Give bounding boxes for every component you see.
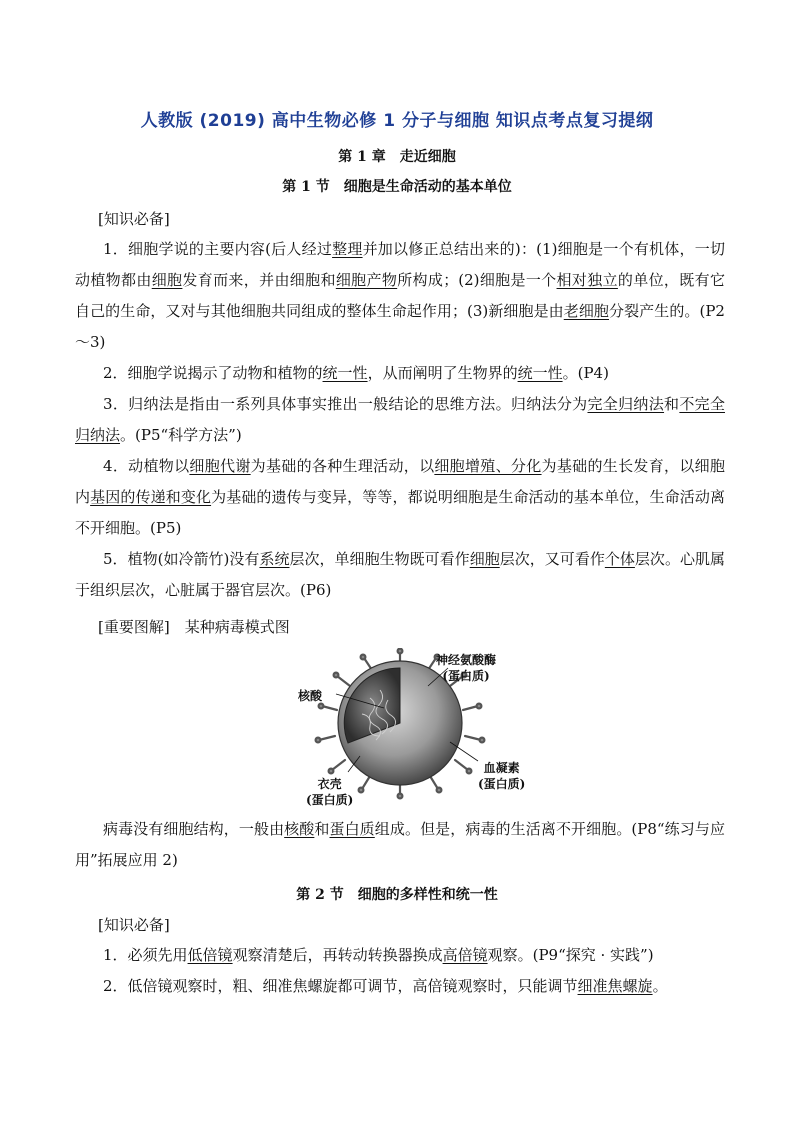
p1-text-2: 并加以修正总结出来的)：(1)细胞是一个有机体，一切动植物都由: [75, 240, 725, 289]
label-capsid: [306, 776, 353, 808]
paragraph-5: [75, 544, 725, 606]
p1-underline-1: 整理: [332, 240, 363, 258]
p2-underline-2: 统一性: [517, 364, 563, 382]
paragraph-2: [75, 358, 725, 389]
p5-underline-3: 个体: [604, 550, 635, 568]
p8-text-2: 。: [652, 977, 668, 995]
chapter-heading: 第 1 章 走近细胞: [338, 149, 456, 165]
p5-text-2: 层次，单细胞生物既可看作: [289, 550, 470, 568]
label-hemagglutinin-type: (蛋白质): [478, 777, 526, 791]
p4-text-3: 为基础的生长发育，以细胞内: [75, 457, 725, 506]
paragraph-4: [75, 451, 725, 544]
p4-underline-1: 细胞代谢: [189, 457, 251, 475]
p7-text-2: 观察清楚后，再转动转换器换成: [232, 946, 443, 964]
paragraph-1: [75, 234, 725, 358]
p4-text-4: 为基础的遗传与变异，等等，都说明细胞是生命活动的基本单位，生命活动离不开细胞。(P5): [75, 488, 725, 537]
p6-underline-2: 蛋白质: [329, 820, 375, 838]
p2-text-2: ，从而阐明了生物界的: [367, 364, 518, 382]
p5-text-4: 层次。心肌属于组织层次，心脏属于器官层次。(P6): [75, 550, 725, 599]
document-title: 人教版 (2019) 高中生物必修 1 分子与细胞 知识点考点复习提纲: [140, 111, 654, 131]
p1-underline-3: 细胞产物: [335, 271, 398, 289]
label-capsid-name: 衣壳: [317, 777, 342, 791]
p7-text-3: 观察。(P9“探究 · 实践”): [487, 946, 654, 964]
p8-underline-1: 细准焦螺旋: [577, 977, 653, 995]
p7-underline-1: 低倍镜: [187, 946, 233, 964]
p2-underline-1: 统一性: [322, 364, 368, 382]
p7-underline-2: 高倍镜: [442, 946, 488, 964]
paragraph-7: [75, 940, 725, 971]
p6-text-2: 和: [314, 820, 330, 838]
p6-text-3: 组成。但是，病毒的生活离不开细胞。(P8“练习与应用”拓展应用 2): [75, 820, 725, 869]
p5-underline-2: 细胞: [469, 550, 500, 568]
label-capsid-type: (蛋白质): [306, 793, 354, 807]
p5-text-3: 层次，又可看作: [499, 550, 605, 568]
p1-underline-5: 老细胞: [563, 302, 609, 320]
paragraph-8: [75, 971, 725, 1002]
p6-underline-1: 核酸: [284, 820, 315, 838]
label-neuraminidase-name: 神经氨酸酶: [436, 653, 497, 667]
label-hemagglutinin: [478, 760, 525, 792]
p8-text-1: 2．低倍镜观察时，粗、细准焦螺旋都可调节，高倍镜观察时，只能调节: [103, 977, 578, 995]
paragraph-3: [75, 389, 725, 451]
p2-text-3: 。(P4): [562, 364, 609, 382]
p7-text-1: 1．必须先用: [103, 946, 188, 964]
section-2-heading: 第 2 节 细胞的多样性和统一性: [296, 887, 498, 903]
p4-underline-2: 细胞增殖、分化: [434, 457, 542, 475]
p2-text-1: 2．细胞学说揭示了动物和植物的: [103, 364, 323, 382]
figure-heading: [重要图解] 某种病毒模式图: [98, 618, 290, 636]
p3-underline-2: 不完全归纳法: [75, 395, 725, 444]
knowledge-label-1: [知识必备]: [98, 210, 170, 228]
label-hemagglutinin-name: 血凝素: [483, 761, 520, 775]
p1-text-6: 分裂产生的。(P2～3): [75, 302, 725, 351]
p1-underline-2: 细胞: [151, 271, 183, 289]
p6-text-1: 病毒没有细胞结构，一般由: [103, 820, 285, 838]
paragraph-6: [75, 814, 725, 876]
label-nucleic-acid: 核酸: [298, 689, 323, 703]
p1-underline-4: 相对独立: [556, 271, 618, 289]
knowledge-label-2: [知识必备]: [98, 916, 170, 934]
p1-text-5: 的单位，既有它自己的生命，又对与其他细胞共同组成的整体生命起作用；(3)新细胞是由: [75, 271, 725, 320]
p1-text-1: 1．细胞学说的主要内容(后人经过: [103, 240, 333, 258]
label-neuraminidase: [436, 652, 496, 684]
section-1-heading: 第 1 节 细胞是生命活动的基本单位: [282, 179, 512, 195]
p5-underline-1: 系统: [259, 550, 290, 568]
p3-underline-1: 完全归纳法: [587, 395, 665, 413]
p3-text-3: 。(P5“科学方法”): [120, 426, 242, 444]
p3-text-2: 和: [664, 395, 680, 413]
p3-text-1: 3．归纳法是指由一系列具体事实推出一般结论的思维方法。归纳法分为: [103, 395, 588, 413]
p4-text-2: 为基础的各种生理活动，以: [250, 457, 435, 475]
p4-underline-3: 基因的传递和变化: [90, 488, 212, 506]
p5-text-1: 5．植物(如冷箭竹)没有: [103, 550, 260, 568]
p1-text-3: 发育而来，并由细胞和: [182, 271, 336, 289]
p4-text-1: 4．动植物以: [103, 457, 190, 475]
p1-text-4: 所构成；(2)细胞是一个: [397, 271, 557, 289]
label-neuraminidase-type: (蛋白质): [442, 669, 490, 683]
